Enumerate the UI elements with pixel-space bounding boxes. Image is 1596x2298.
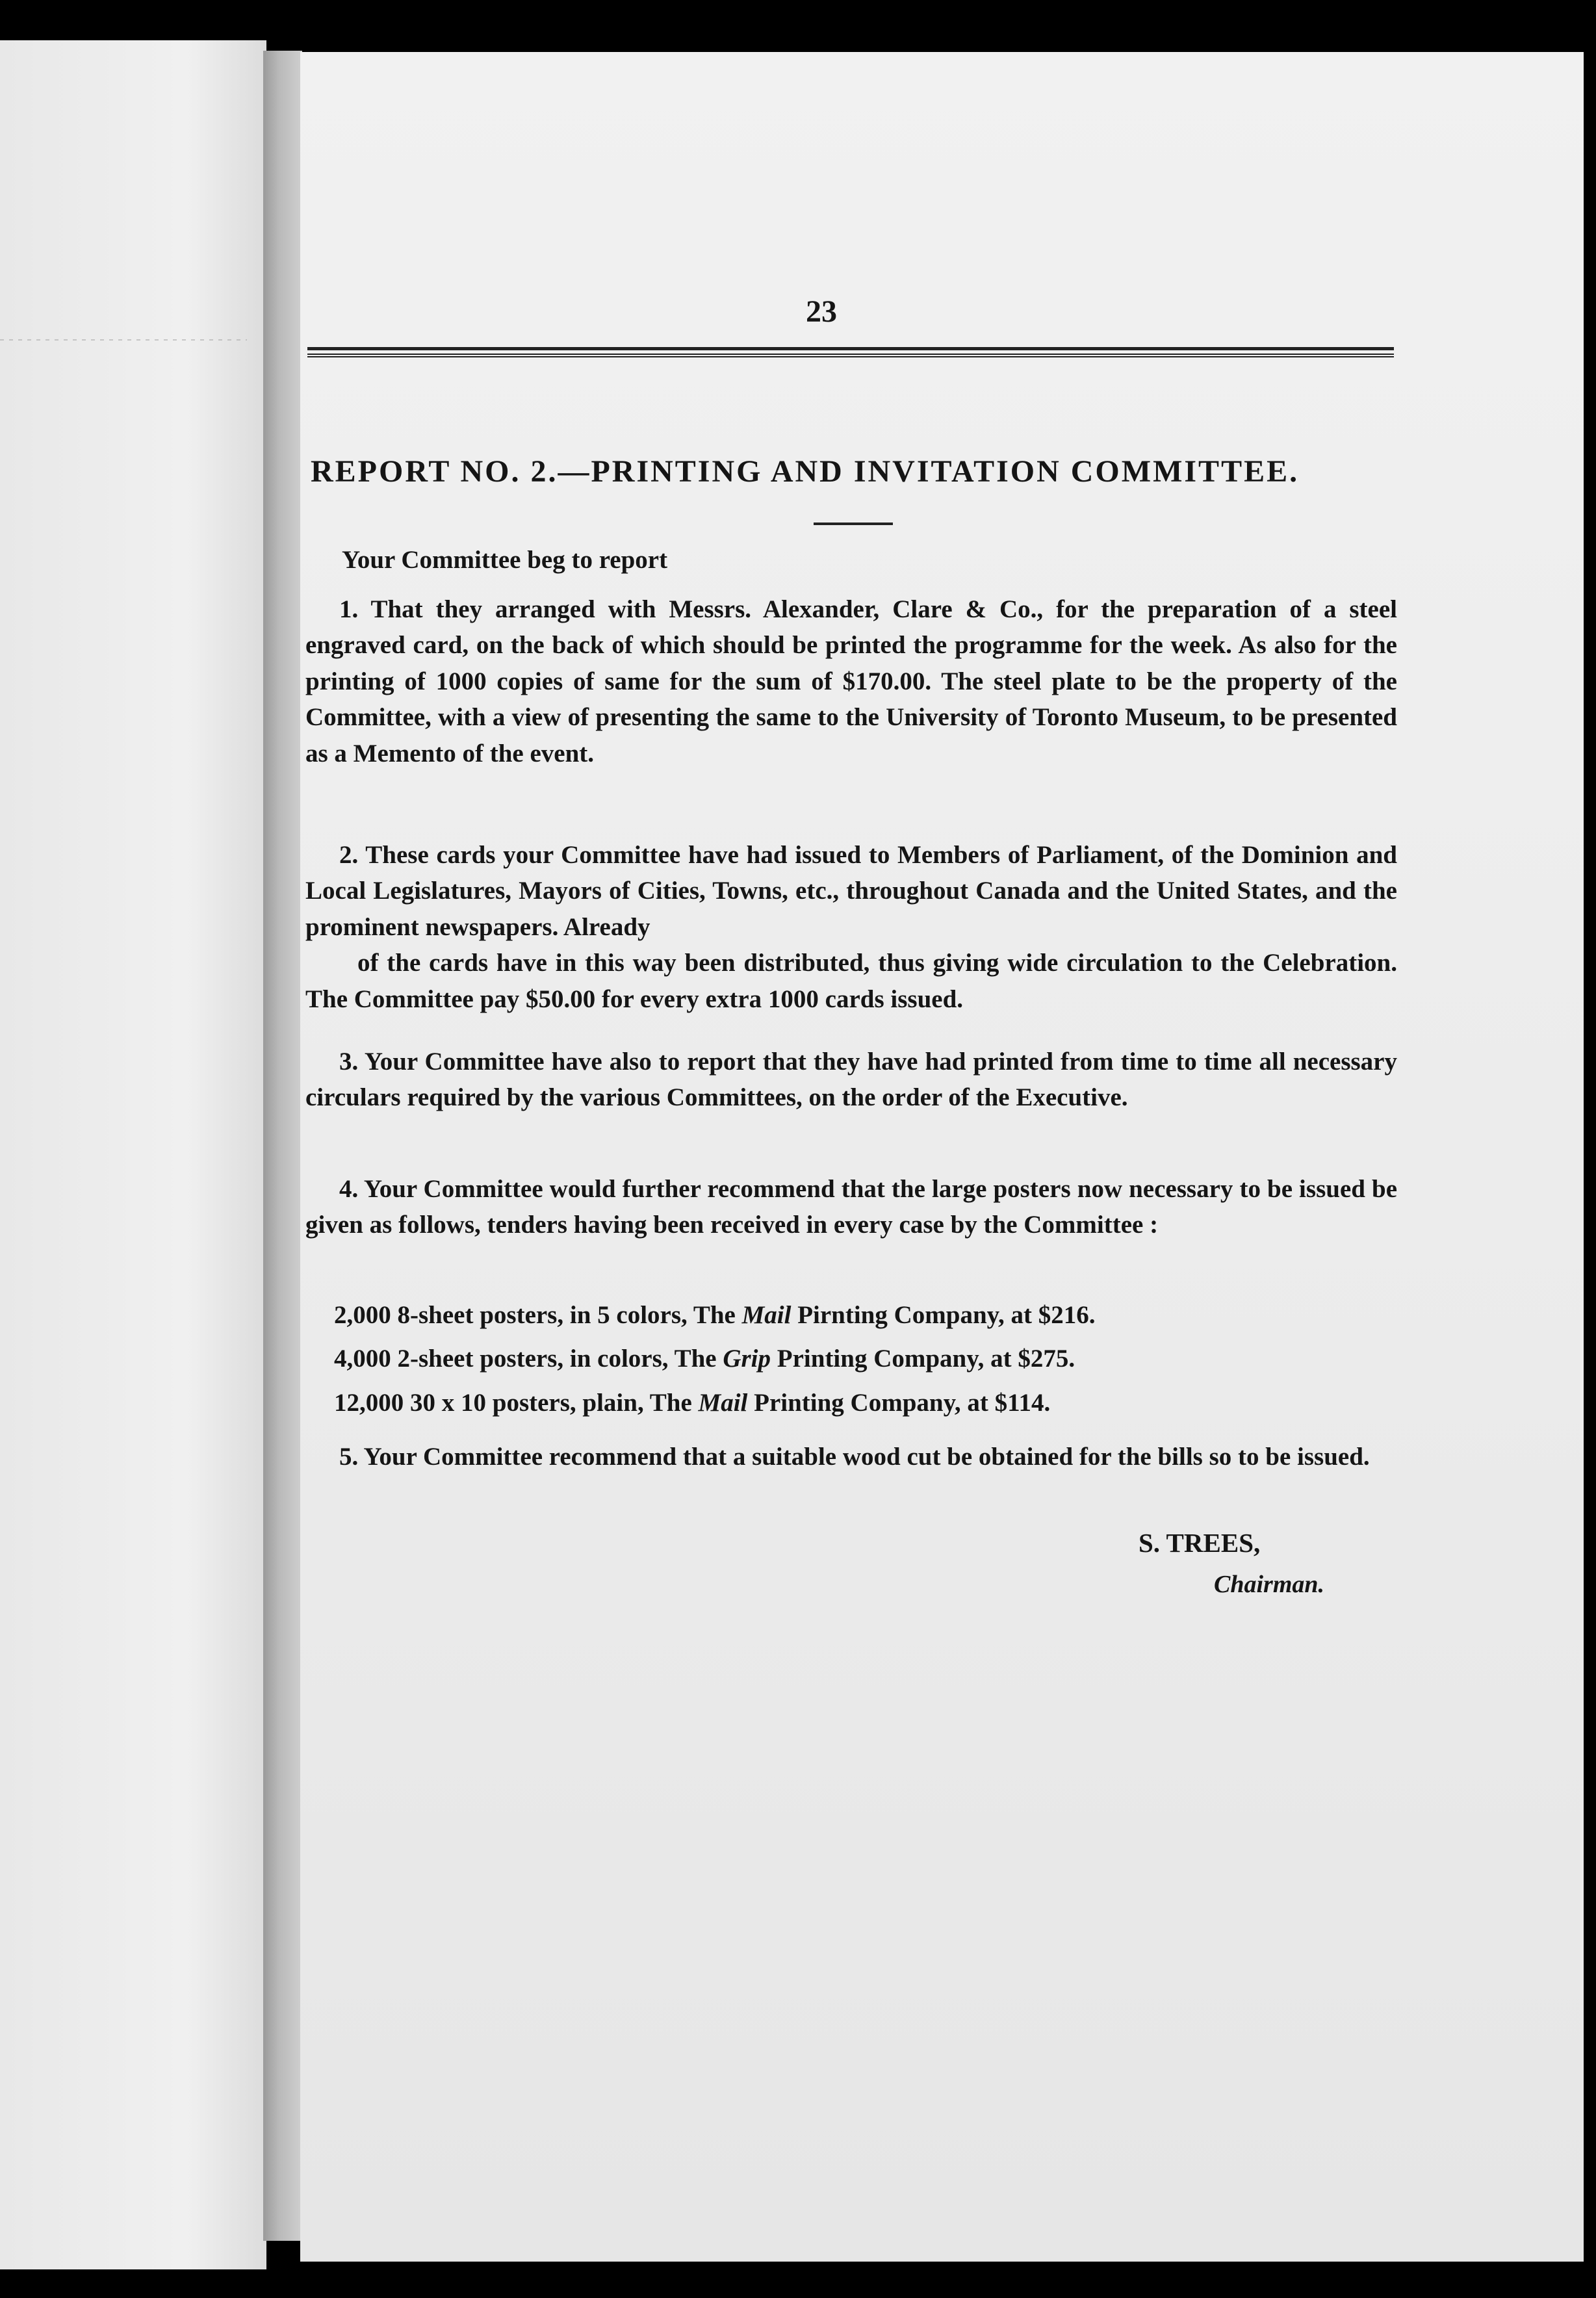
- page-number: 23: [806, 294, 837, 329]
- book-gutter: [263, 51, 302, 2241]
- report-title: REPORT NO. 2.—PRINTING AND INVITATION COMMITTEE.: [311, 454, 1300, 489]
- paragraph-2-continuation: of the cards have in this way been distributed, thus giving wide circulation to the Celebration. The Committee pay $50.00 for every extra 1000 cards issued.: [305, 949, 1397, 1013]
- paragraph-1: [305, 591, 1397, 771]
- signatory-name: S. TREES,: [1139, 1528, 1261, 1558]
- paragraph-2: [305, 837, 1397, 1017]
- intro-text: Your Committee beg to report: [342, 546, 668, 574]
- poster-list: [334, 1297, 1426, 1428]
- title-divider: [814, 523, 893, 525]
- page: [300, 52, 1584, 2262]
- paragraph-2-text: 2. These cards your Committee have had issued to Members of Parliament, of the Dominion and Local Legislatures, Mayors of Cities, Towns, etc., throughout Canada and the United States, and the prominent newspapers. Already: [305, 841, 1397, 941]
- poster-line: 2,000 8-sheet posters, in 5 colors, The Mail Pirnting Company, at $216.: [334, 1301, 1096, 1329]
- facing-page-edge: [0, 40, 266, 2269]
- signatory-role: Chairman.: [1214, 1571, 1325, 1598]
- paragraph-5-text: 5. Your Committee recommend that a suitable wood cut be obtained for the bills so to be issued.: [339, 1443, 1370, 1471]
- paragraph-5: [305, 1439, 1397, 1475]
- poster-line: 12,000 30 x 10 posters, plain, The Mail Printing Company, at $114.: [334, 1388, 1051, 1417]
- intro-line: [305, 542, 1397, 578]
- faint-line: [0, 339, 247, 341]
- poster-line: 4,000 2-sheet posters, in colors, The Grip Printing Company, at $275.: [334, 1345, 1075, 1373]
- paragraph-3: [305, 1044, 1397, 1116]
- header-rule: [307, 347, 1394, 357]
- paragraph-4-text: 4. Your Committee would further recommend that the large posters now necessary to be issued be given as follows, tenders having been received in every case by the Committee :: [305, 1175, 1397, 1239]
- paragraph-1-text: 1. That they arranged with Messrs. Alexander, Clare & Co., for the preparation of a steel engraved card, on the back of which should be printed the programme for the week. As also for the printing of 1000 copies of same for the sum of $170.00. The steel plate to be the property of the Committee, with a view of presenting the same to the University of Toronto Museum, to be presented as a Memento of the event.: [305, 595, 1397, 768]
- paragraph-4: [305, 1171, 1397, 1243]
- paragraph-3-text: 3. Your Committee have also to report that they have had printed from time to time all necessary circulars required by the various Committees, on the order of the Executive.: [305, 1048, 1397, 1112]
